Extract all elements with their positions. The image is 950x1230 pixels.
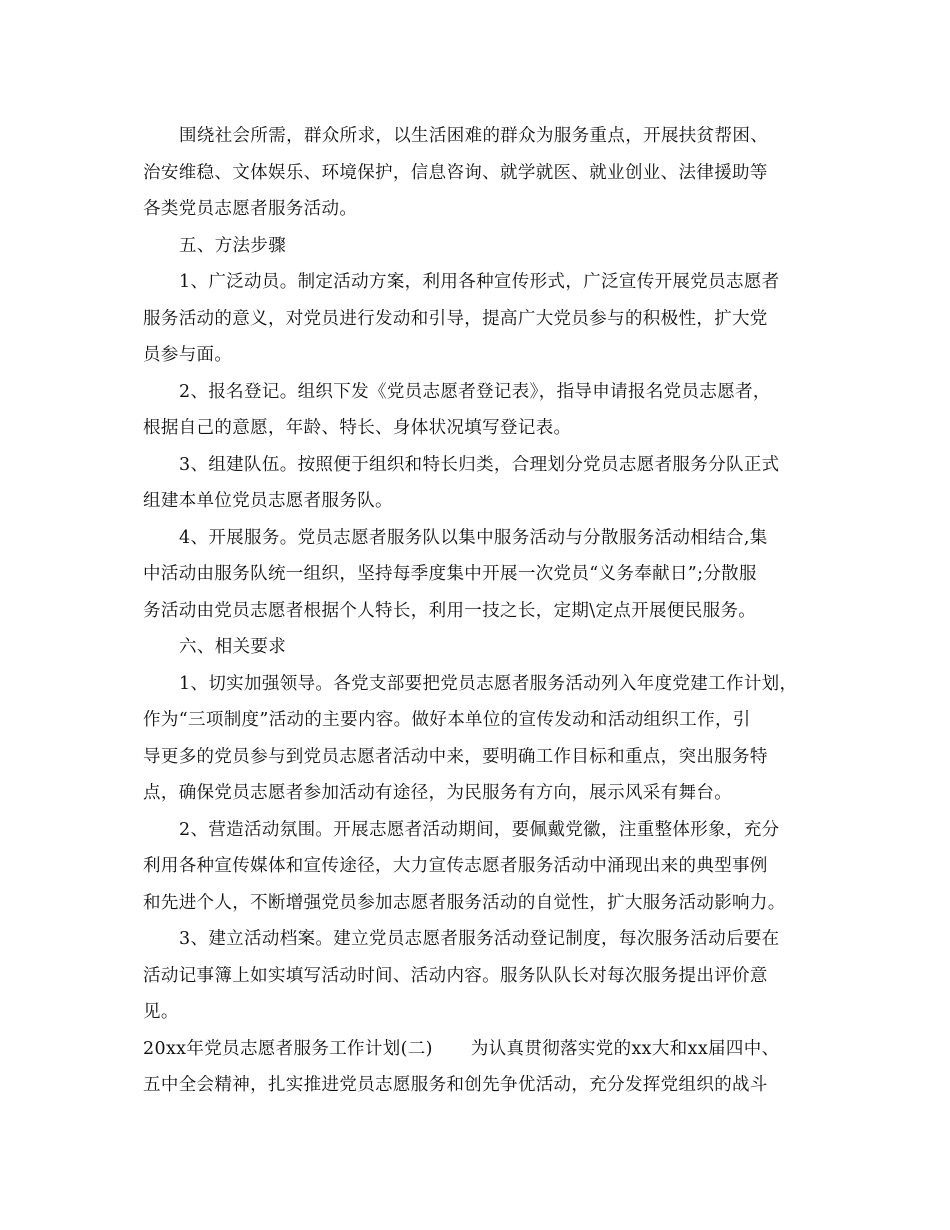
paragraph-line: 活动记事簿上如实填写活动时间、活动内容。服务队队长对每次服务提出评价意 [143,965,768,986]
paragraph-line: 员参与面。 [143,345,233,365]
paragraph-line: 3、组建队伍。按照便于组织和特长归类，合理划分党员志愿者服务分队正式 [179,454,780,475]
paragraph-line: 治安维稳、文体娱乐、环境保护，信息咨询、就学就医、就业创业、法律援助等 [143,162,768,183]
paragraph-line: 五中全会精神，扎实推进党员志愿服务和创先争优活动，充分发挥党组织的战斗 [143,1075,768,1095]
plan-title: 20xx年党员志愿者服务工作计划(二) [143,1038,433,1059]
document-body [143,118,823,1104]
paragraph-line: 根据自己的意愿，年龄、特长、身体状况填写登记表。 [143,418,572,438]
paragraph-line: 2、报名登记。组织下发《党员志愿者登记表》，指导申请报名党员志愿者， [179,381,771,402]
paragraph-line: 1、切实加强领导。各党支部要把党员志愿者服务活动列入年度党建工作计划， [179,673,798,694]
paragraph-line: 4、开展服务。党员志愿者服务队以集中服务活动与分散服务活动相结合,集 [179,527,768,548]
paragraph-line: 组建本单位党员志愿者服务队。 [143,491,393,511]
plan-intro-start: 为认真贯彻落实党的xx大和xx届四中、 [470,1038,780,1059]
paragraph-line: 3、建立活动档案。建立党员志愿者服务活动登记制度，每次服务活动后要在 [179,929,780,949]
paragraph-line: 作为“三项制度”活动的主要内容。做好本单位的宣传发动和活动组织工作，引 [143,710,751,730]
paragraph-line: 和先进个人，不断增强党员参加志愿者服务活动的自觉性，扩大服务活动影响力。 [143,892,786,913]
section-heading: 五、方法步骤 [179,235,287,256]
paragraph-line: 务活动由党员志愿者根据个人特长，利用一技之长，定期\定点开展便民服务。 [143,600,757,621]
paragraph-line: 导更多的党员参与到党员志愿者活动中来，要明确工作目标和重点，突出服务特 [143,746,768,767]
paragraph-line: 中活动由服务队统一组织，坚持每季度集中开展一次党员“义务奉献日”;分散服 [143,564,757,584]
paragraph-line: 2、营造活动氛围。开展志愿者活动期间，要佩戴党徽，注重整体形象，充分 [179,819,780,840]
section-heading: 六、相关要求 [179,637,287,657]
paragraph-line: 见。 [143,1002,179,1022]
paragraph-line: 围绕社会所需，群众所求，以生活困难的群众为服务重点，开展扶贫帮困、 [179,126,769,146]
plan-title-line [143,1031,823,1068]
paragraph-line: 各类党员志愿者服务活动。 [143,199,358,219]
paragraph-line: 利用各种宣传媒体和宣传途径，大力宣传志愿者服务活动中涌现出来的典型事例 [143,856,768,876]
paragraph-line: 1、广泛动员。制定活动方案，利用各种宣传形式，广泛宣传开展党员志愿者 [179,272,780,292]
paragraph-line: 点，确保党员志愿者参加活动有途径，为民服务有方向，展示风采有舞台。 [143,783,733,803]
paragraph-line: 服务活动的意义，对党员进行发动和引导，提高广大党员参与的积极性，扩大党 [143,308,768,329]
